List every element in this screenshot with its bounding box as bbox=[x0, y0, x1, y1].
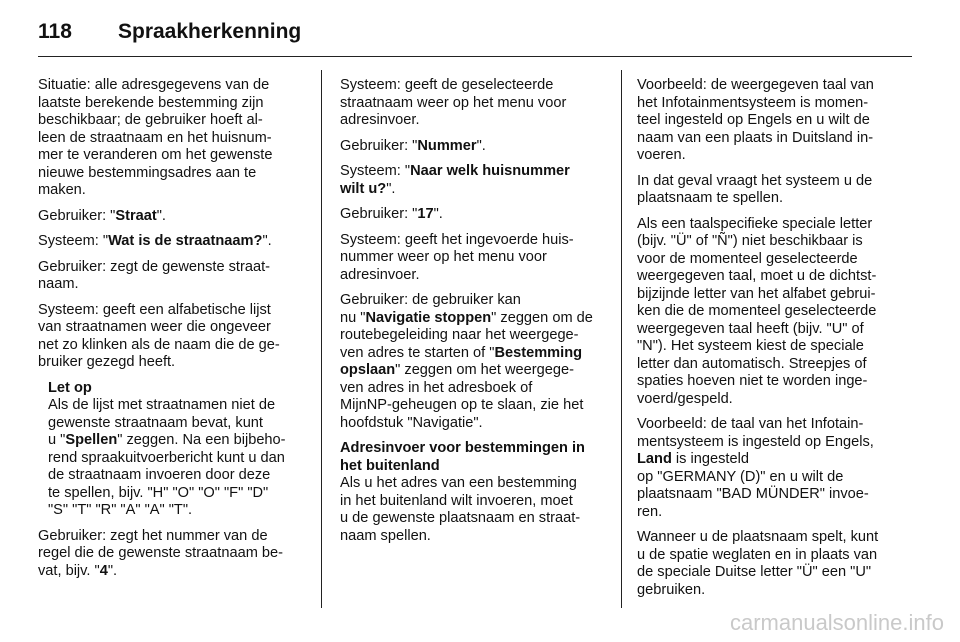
text-line: straatnaam weer op het menu voor bbox=[340, 94, 567, 111]
text-fragment: ". bbox=[386, 180, 396, 197]
voice-command: Bestemming bbox=[494, 344, 583, 361]
text-fragment: nu " bbox=[340, 309, 366, 326]
text-line: voeren. bbox=[637, 147, 686, 163]
paragraph-spell-request bbox=[637, 173, 905, 208]
section-foreign-address bbox=[340, 440, 608, 545]
text-line: voor de momenteel geselecteerde bbox=[637, 250, 858, 267]
text-line: gebruiken. bbox=[637, 581, 706, 598]
text-fragment: Gebruiker: " bbox=[340, 137, 418, 154]
header-divider bbox=[38, 56, 912, 57]
text-fragment: ". bbox=[262, 233, 272, 249]
text-fragment: ven adres te starten of " bbox=[340, 344, 495, 361]
text-line: Als de lijst met straatnamen niet de bbox=[48, 397, 276, 413]
section-heading: Adresinvoer voor bestemmingen in bbox=[340, 440, 585, 456]
text-fragment: Gebruiker: " bbox=[38, 207, 116, 224]
text-fragment: " zeggen om het weergege- bbox=[395, 362, 574, 378]
text-line: net zo klinken als de naam die de ge- bbox=[38, 336, 280, 353]
text-line: u de spatie weglaten en in plaats van bbox=[637, 546, 878, 563]
text-line: ren. bbox=[637, 503, 663, 520]
text-line: Als een taalspecifieke speciale letter bbox=[637, 215, 873, 232]
paragraph-system-question bbox=[38, 233, 308, 251]
text-line: Systeem: geeft een alfabetische lijst bbox=[38, 301, 271, 318]
text-line: Gebruiker: zegt het nummer van de bbox=[38, 527, 268, 544]
paragraph-spelling-tip bbox=[637, 529, 905, 599]
text-line: maken. bbox=[38, 182, 86, 198]
voice-command: Wat is de straatnaam? bbox=[108, 233, 263, 249]
text-line: "N"). Het systeem kiest de speciale bbox=[637, 338, 864, 354]
voice-command: wilt u? bbox=[340, 180, 387, 197]
text-line: beschikbaar; de gebruiker hoeft al- bbox=[38, 112, 263, 128]
text-line: letter dan automatisch. Streepjes of bbox=[637, 355, 867, 372]
text-line: naam van een plaats in Duitsland in- bbox=[637, 129, 874, 146]
text-fragment: " zeggen om de bbox=[491, 309, 593, 326]
paragraph-user-nummer bbox=[340, 138, 608, 156]
paragraph-user-says-street bbox=[38, 259, 308, 294]
text-line: Voorbeeld: de weergegeven taal van bbox=[637, 77, 874, 93]
column-divider-2 bbox=[621, 70, 622, 608]
text-fragment: ". bbox=[156, 207, 166, 224]
text-line: u de gewenste plaatsnaam en straat- bbox=[340, 510, 581, 526]
note-box bbox=[38, 380, 308, 520]
paragraph-system-housenumber-shown bbox=[340, 232, 608, 285]
text-line: Gebruiker: de gebruiker kan bbox=[340, 292, 521, 308]
text-line: te spellen, bijv. "H" "O" "O" "F" "D" bbox=[48, 484, 269, 501]
text-line: routebegeleiding naar het weergege- bbox=[340, 327, 579, 343]
paragraph-example-2 bbox=[637, 416, 905, 521]
text-line: van straatnamen weer die ongeveer bbox=[38, 319, 271, 335]
column-2 bbox=[340, 77, 608, 553]
text-line: naam. bbox=[38, 276, 79, 292]
text-line: Systeem: geeft het ingevoerde huis- bbox=[340, 231, 574, 248]
text-line: nieuwe bestemmingsadres aan te bbox=[38, 164, 257, 181]
text-line: in het buitenland wilt invoeren, moet bbox=[340, 492, 573, 509]
text-line: de speciale Duitse letter "Ü" een "U" bbox=[637, 564, 872, 580]
text-line: weergegeven taal, moet u de dichtst- bbox=[637, 268, 877, 284]
paragraph-system-housenumber bbox=[340, 163, 608, 198]
text-fragment: ". bbox=[433, 206, 443, 222]
paragraph-system-list bbox=[38, 302, 308, 372]
text-line: adresinvoer. bbox=[340, 112, 420, 128]
text-fragment: Systeem: " bbox=[38, 233, 109, 249]
text-line: bijzijnde letter van het alfabet gebrui- bbox=[637, 285, 876, 302]
text-fragment: u " bbox=[48, 432, 66, 448]
text-line: mer te veranderen om het gewenste bbox=[38, 147, 273, 163]
text-line: Systeem: geeft de geselecteerde bbox=[340, 77, 554, 93]
text-fragment: " zeggen. Na een bijbeho- bbox=[117, 432, 286, 448]
text-fragment: is ingesteld bbox=[671, 451, 749, 467]
note-title: Let op bbox=[48, 379, 92, 396]
text-fragment: Gebruiker: " bbox=[340, 206, 418, 222]
paragraph-example-1 bbox=[637, 77, 905, 165]
column-divider-1 bbox=[321, 70, 322, 608]
text-line: adresinvoer. bbox=[340, 266, 420, 283]
text-line: MijnNP-geheugen op te slaan, zie het bbox=[340, 397, 584, 413]
paragraph-user-17 bbox=[340, 206, 608, 224]
text-line: Wanneer u de plaatsnaam spelt, kunt bbox=[637, 529, 879, 545]
text-line: Gebruiker: zegt de gewenste straat- bbox=[38, 258, 270, 275]
paragraph-situation bbox=[38, 77, 308, 200]
voice-command: opslaan bbox=[340, 362, 396, 378]
column-1 bbox=[38, 77, 308, 588]
column-3 bbox=[637, 77, 905, 607]
text-line: de straatnaam invoeren door deze bbox=[48, 467, 271, 483]
text-line: nummer weer op het menu voor bbox=[340, 249, 547, 265]
text-line: regel die de gewenste straatnaam be- bbox=[38, 545, 284, 561]
text-line: gewenste straatnaam bevat, kunt bbox=[48, 414, 263, 431]
text-line: mentsysteem is ingesteld op Engels, bbox=[637, 433, 874, 450]
text-line: "S" "T" "R" "A" "A" "T". bbox=[48, 502, 193, 518]
voice-command: 17 bbox=[417, 206, 434, 222]
paragraph-user-number bbox=[38, 528, 308, 581]
section-heading: het buitenland bbox=[340, 457, 440, 474]
text-fragment: ". bbox=[476, 137, 486, 154]
voice-command: Straat bbox=[115, 207, 157, 224]
voice-command: Nummer bbox=[417, 137, 477, 154]
voice-command: Navigatie stoppen bbox=[365, 309, 492, 326]
text-fragment: vat, bijv. " bbox=[38, 562, 100, 579]
text-line: (bijv. "Ü" of "Ñ") niet beschikbaar is bbox=[637, 233, 863, 249]
voice-command: Spellen bbox=[65, 432, 118, 448]
paragraph-user-street bbox=[38, 208, 308, 226]
voice-command: Naar welk huisnummer bbox=[410, 163, 570, 179]
text-line: In dat geval vraagt het systeem u de bbox=[637, 172, 873, 189]
text-fragment: ". bbox=[107, 562, 118, 579]
text-line: spaties hoeven niet te worden inge- bbox=[637, 373, 868, 389]
text-line: naam spellen. bbox=[340, 527, 431, 544]
text-line: plaatsnaam te spellen. bbox=[637, 190, 784, 206]
text-line: op "GERMANY (D)" en u wilt de bbox=[637, 468, 844, 485]
watermark: carmanualsonline.info bbox=[729, 610, 944, 635]
text-line: hoofdstuk "Navigatie". bbox=[340, 414, 483, 431]
text-line: laatste berekende bestemming zijn bbox=[38, 94, 264, 111]
text-line: leen de straatnaam en het huisnum- bbox=[38, 129, 272, 146]
voice-command: 4 bbox=[99, 562, 108, 579]
text-line: het Infotainmentsysteem is momen- bbox=[637, 94, 869, 111]
text-line: ken die de momenteel geselecteerde bbox=[637, 303, 877, 319]
text-line: Situatie: alle adresgegevens van de bbox=[38, 77, 270, 93]
paragraph-special-letters bbox=[637, 216, 905, 409]
text-line: rend spraakuitvoerbericht kunt u dan bbox=[48, 449, 285, 466]
text-line: plaatsnaam "BAD MÜNDER" invoe- bbox=[637, 486, 869, 502]
text-line: ven adres in het adresboek of bbox=[340, 379, 533, 396]
text-line: teel ingesteld op Engels en u wilt de bbox=[637, 112, 870, 128]
paragraph-system-street bbox=[340, 77, 608, 130]
text-line: Voorbeeld: de taal van het Infotain- bbox=[637, 416, 864, 432]
paragraph-user-options bbox=[340, 292, 608, 432]
voice-command: Land bbox=[637, 451, 672, 467]
page-title: Spraakherkenning bbox=[118, 20, 302, 43]
text-fragment: Systeem: " bbox=[340, 163, 411, 179]
text-line: weergegeven taal heeft (bijv. "U" of bbox=[637, 320, 864, 337]
text-line: bruiker gezegd heeft. bbox=[38, 354, 176, 370]
text-line: voerd/gespeld. bbox=[637, 390, 733, 407]
text-line: Als u het adres van een bestemming bbox=[340, 475, 577, 491]
page-number: 118 bbox=[38, 20, 72, 43]
